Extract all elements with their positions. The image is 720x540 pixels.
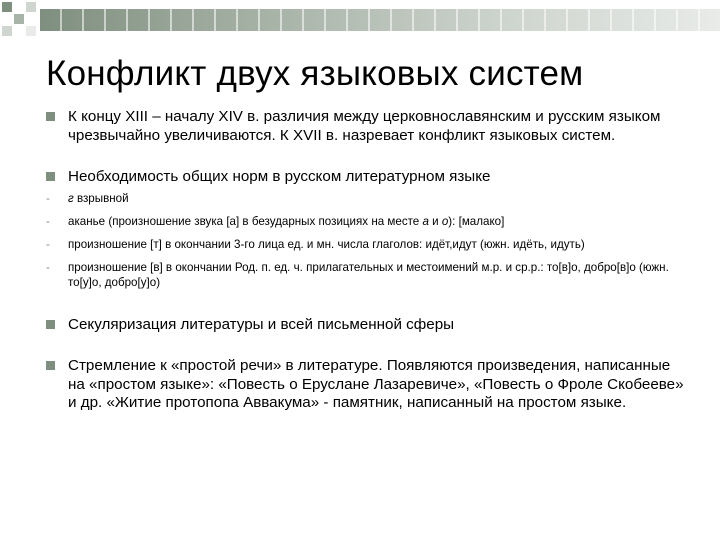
sub-item — [46, 191, 686, 206]
sub-italic: а — [422, 214, 429, 228]
decor-square — [2, 2, 12, 12]
dash-marker: - — [46, 191, 50, 205]
bullet-text: К концу XIII – началу XIV в. различия между церковнославянским и русским языком чрезвычайно увеличиваются. К XVII в. назревает конфликт языковых систем. — [68, 108, 661, 144]
square-bullet-icon — [46, 320, 55, 329]
bullet-item — [46, 168, 686, 187]
bullet-text: Стремление к «простой речи» в литературе. Появляются произведения, написанные на «простом языке»: «Повесть о Еруслане Лазаревиче», «Повесть о Фроле Скобееве» и др. «Житие протопопа Аввакума» - памятник, написанный на простом языке. — [68, 357, 684, 411]
square-bullet-icon — [46, 172, 55, 181]
slide-title: Конфликт двух языковых систем — [46, 54, 584, 93]
dash-marker: - — [46, 214, 50, 228]
dash-marker: - — [46, 260, 50, 274]
decor-square — [26, 2, 36, 12]
bullet-item — [46, 108, 686, 145]
bullet-text: Необходимость общих норм в русском литературном языке — [68, 168, 491, 185]
sub-text: аканье (произношение звука [а] в безударных позициях на месте — [68, 214, 423, 228]
square-bullet-icon — [46, 361, 55, 370]
bullet-item — [46, 316, 686, 335]
sub-text: ): [малако] — [448, 214, 505, 228]
sub-text: взрывной — [73, 191, 129, 205]
decor-square — [2, 26, 12, 36]
sub-item — [46, 260, 686, 290]
sub-italic: г — [68, 191, 74, 205]
decor-square — [14, 14, 24, 24]
sub-item — [46, 214, 686, 229]
sub-text: произношение [в] в окончании Род. п. ед. ч. прилагательных и местоимений м.р. и ср.р.: то[в]о, добро[в]о (южн. то[у]о, добро[у]о) — [68, 260, 669, 289]
bullet-text: Секуляризация литературы и всей письменной сферы — [68, 315, 455, 333]
bullet-item — [46, 357, 686, 413]
sub-italic: о — [441, 214, 449, 228]
slide-body — [46, 108, 686, 413]
square-bullet-icon — [46, 112, 55, 121]
decor-strip — [40, 9, 720, 31]
dash-marker: - — [46, 237, 50, 251]
sub-item — [46, 237, 686, 252]
decorative-header-band — [0, 0, 720, 40]
decor-square — [26, 26, 36, 36]
sub-text: произношение [т] в окончании 3-го лица ед. и мн. числа глаголов: идёт,идут (южн. идёть, идуть) — [68, 237, 585, 251]
sub-text: и — [428, 214, 442, 228]
